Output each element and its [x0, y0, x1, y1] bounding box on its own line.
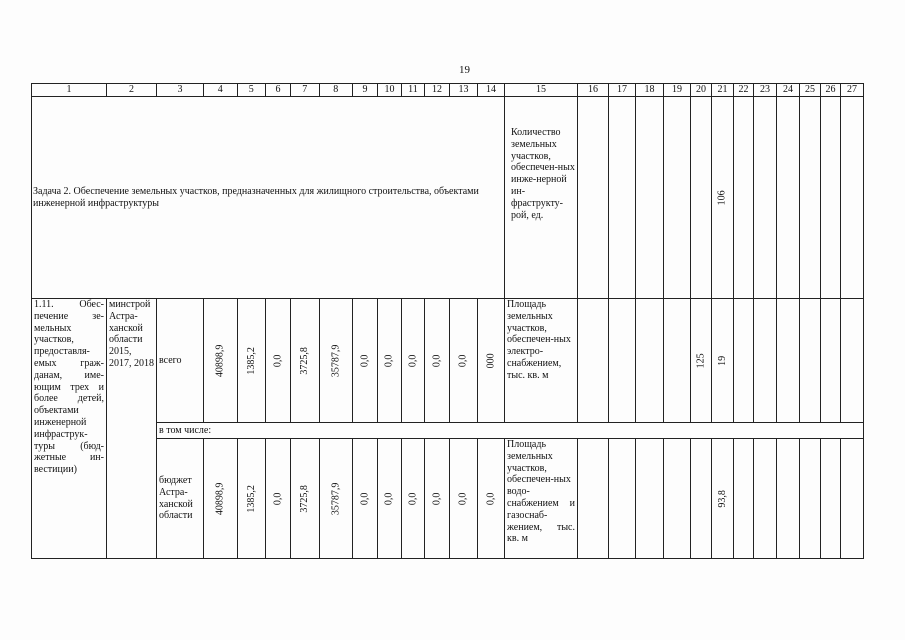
header-cell: 24 — [777, 84, 800, 97]
budget-col12: 0,0 — [425, 439, 450, 559]
total-col8: 35787,9 — [319, 299, 353, 423]
header-cell: 2 — [107, 84, 157, 97]
header-cell: 19 — [664, 84, 691, 97]
total-col6: 0,0 — [266, 299, 291, 423]
header-cell: 7 — [291, 84, 320, 97]
header-cell: 5 — [237, 84, 266, 97]
task-title: Задача 2. Обеспечение земельных участков, предназначенных для жилищного строительства, объектами инженерной инфраструктуры — [32, 97, 505, 299]
task-row — [32, 97, 864, 299]
header-cell: 17 — [609, 84, 636, 97]
budget-col10: 0,0 — [378, 439, 402, 559]
total-col11: 0,0 — [402, 299, 425, 423]
including-label: в том числе: — [157, 423, 864, 439]
header-cell: 12 — [425, 84, 450, 97]
header-cell: 9 — [353, 84, 378, 97]
program-table — [31, 83, 864, 559]
measure-total-row — [32, 299, 864, 423]
header-cell: 8 — [319, 84, 353, 97]
total-indicator: Площадь земельных участков, обеспечен-ных электро-снабжением, тыс. кв. м — [505, 299, 578, 423]
budget-indicator: Площадь земельных участков, обеспечен-ных водо-снабжением и газоснаб-жением, тыс. кв. м — [505, 439, 578, 559]
header-cell: 20 — [691, 84, 712, 97]
budget-col7: 3725,8 — [291, 439, 320, 559]
header-cell: 16 — [578, 84, 609, 97]
header-cell: 27 — [841, 84, 864, 97]
total-col14: 000 — [478, 299, 505, 423]
total-col10: 0,0 — [378, 299, 402, 423]
total-col20-value: 125 — [691, 299, 712, 423]
header-cell: 21 — [712, 84, 734, 97]
task-indicator: Количество земельных участков, обеспечен-ных инже-нерной ин-фраструкту-рой, ед. — [505, 97, 578, 299]
header-cell: 1 — [32, 84, 107, 97]
budget-col5: 1385,2 — [237, 439, 266, 559]
header-cell: 18 — [636, 84, 664, 97]
header-cell: 13 — [450, 84, 478, 97]
total-col5: 1385,2 — [237, 299, 266, 423]
row-budget-label: бюджет Астра-ханской области — [157, 439, 204, 559]
header-cell: 4 — [204, 84, 238, 97]
budget-col13: 0,0 — [450, 439, 478, 559]
total-col4: 40898,9 — [204, 299, 238, 423]
header-cell: 22 — [734, 84, 754, 97]
page-number: 19 — [459, 64, 470, 76]
header-cell: 15 — [505, 84, 578, 97]
budget-col6: 0,0 — [266, 439, 291, 559]
header-cell: 10 — [378, 84, 402, 97]
total-col13: 0,0 — [450, 299, 478, 423]
header-cell: 3 — [157, 84, 204, 97]
measure-executor: минстрой Астра-ханской области 2015, 2017, 2018 — [107, 299, 157, 559]
budget-col8: 35787,9 — [319, 439, 353, 559]
including-row — [32, 423, 864, 439]
measure-name: 1.11. Обес-печение зе-мельных участков, предоставля-емых граж-данам, име-ющим трех и более детей, объектами инженерной инфраструк-туры (бюд-жетные ин-вестиции) — [32, 299, 107, 559]
header-cell: 23 — [754, 84, 777, 97]
total-col21-value: 19 — [712, 299, 734, 423]
row-total-label: всего — [157, 299, 204, 423]
budget-col14: 0,0 — [478, 439, 505, 559]
task-col21-value: 106 — [712, 97, 734, 299]
budget-col21-value: 93,8 — [712, 439, 734, 559]
budget-col11: 0,0 — [402, 439, 425, 559]
header-cell: 25 — [800, 84, 821, 97]
budget-col9: 0,0 — [353, 439, 378, 559]
budget-col4: 40898,9 — [204, 439, 238, 559]
measure-budget-row — [32, 439, 864, 559]
total-col12: 0,0 — [425, 299, 450, 423]
header-cell: 11 — [402, 84, 425, 97]
total-col7: 3725,8 — [291, 299, 320, 423]
header-cell: 6 — [266, 84, 291, 97]
header-row — [32, 84, 864, 97]
header-cell: 26 — [821, 84, 841, 97]
total-col9: 0,0 — [353, 299, 378, 423]
header-cell: 14 — [478, 84, 505, 97]
